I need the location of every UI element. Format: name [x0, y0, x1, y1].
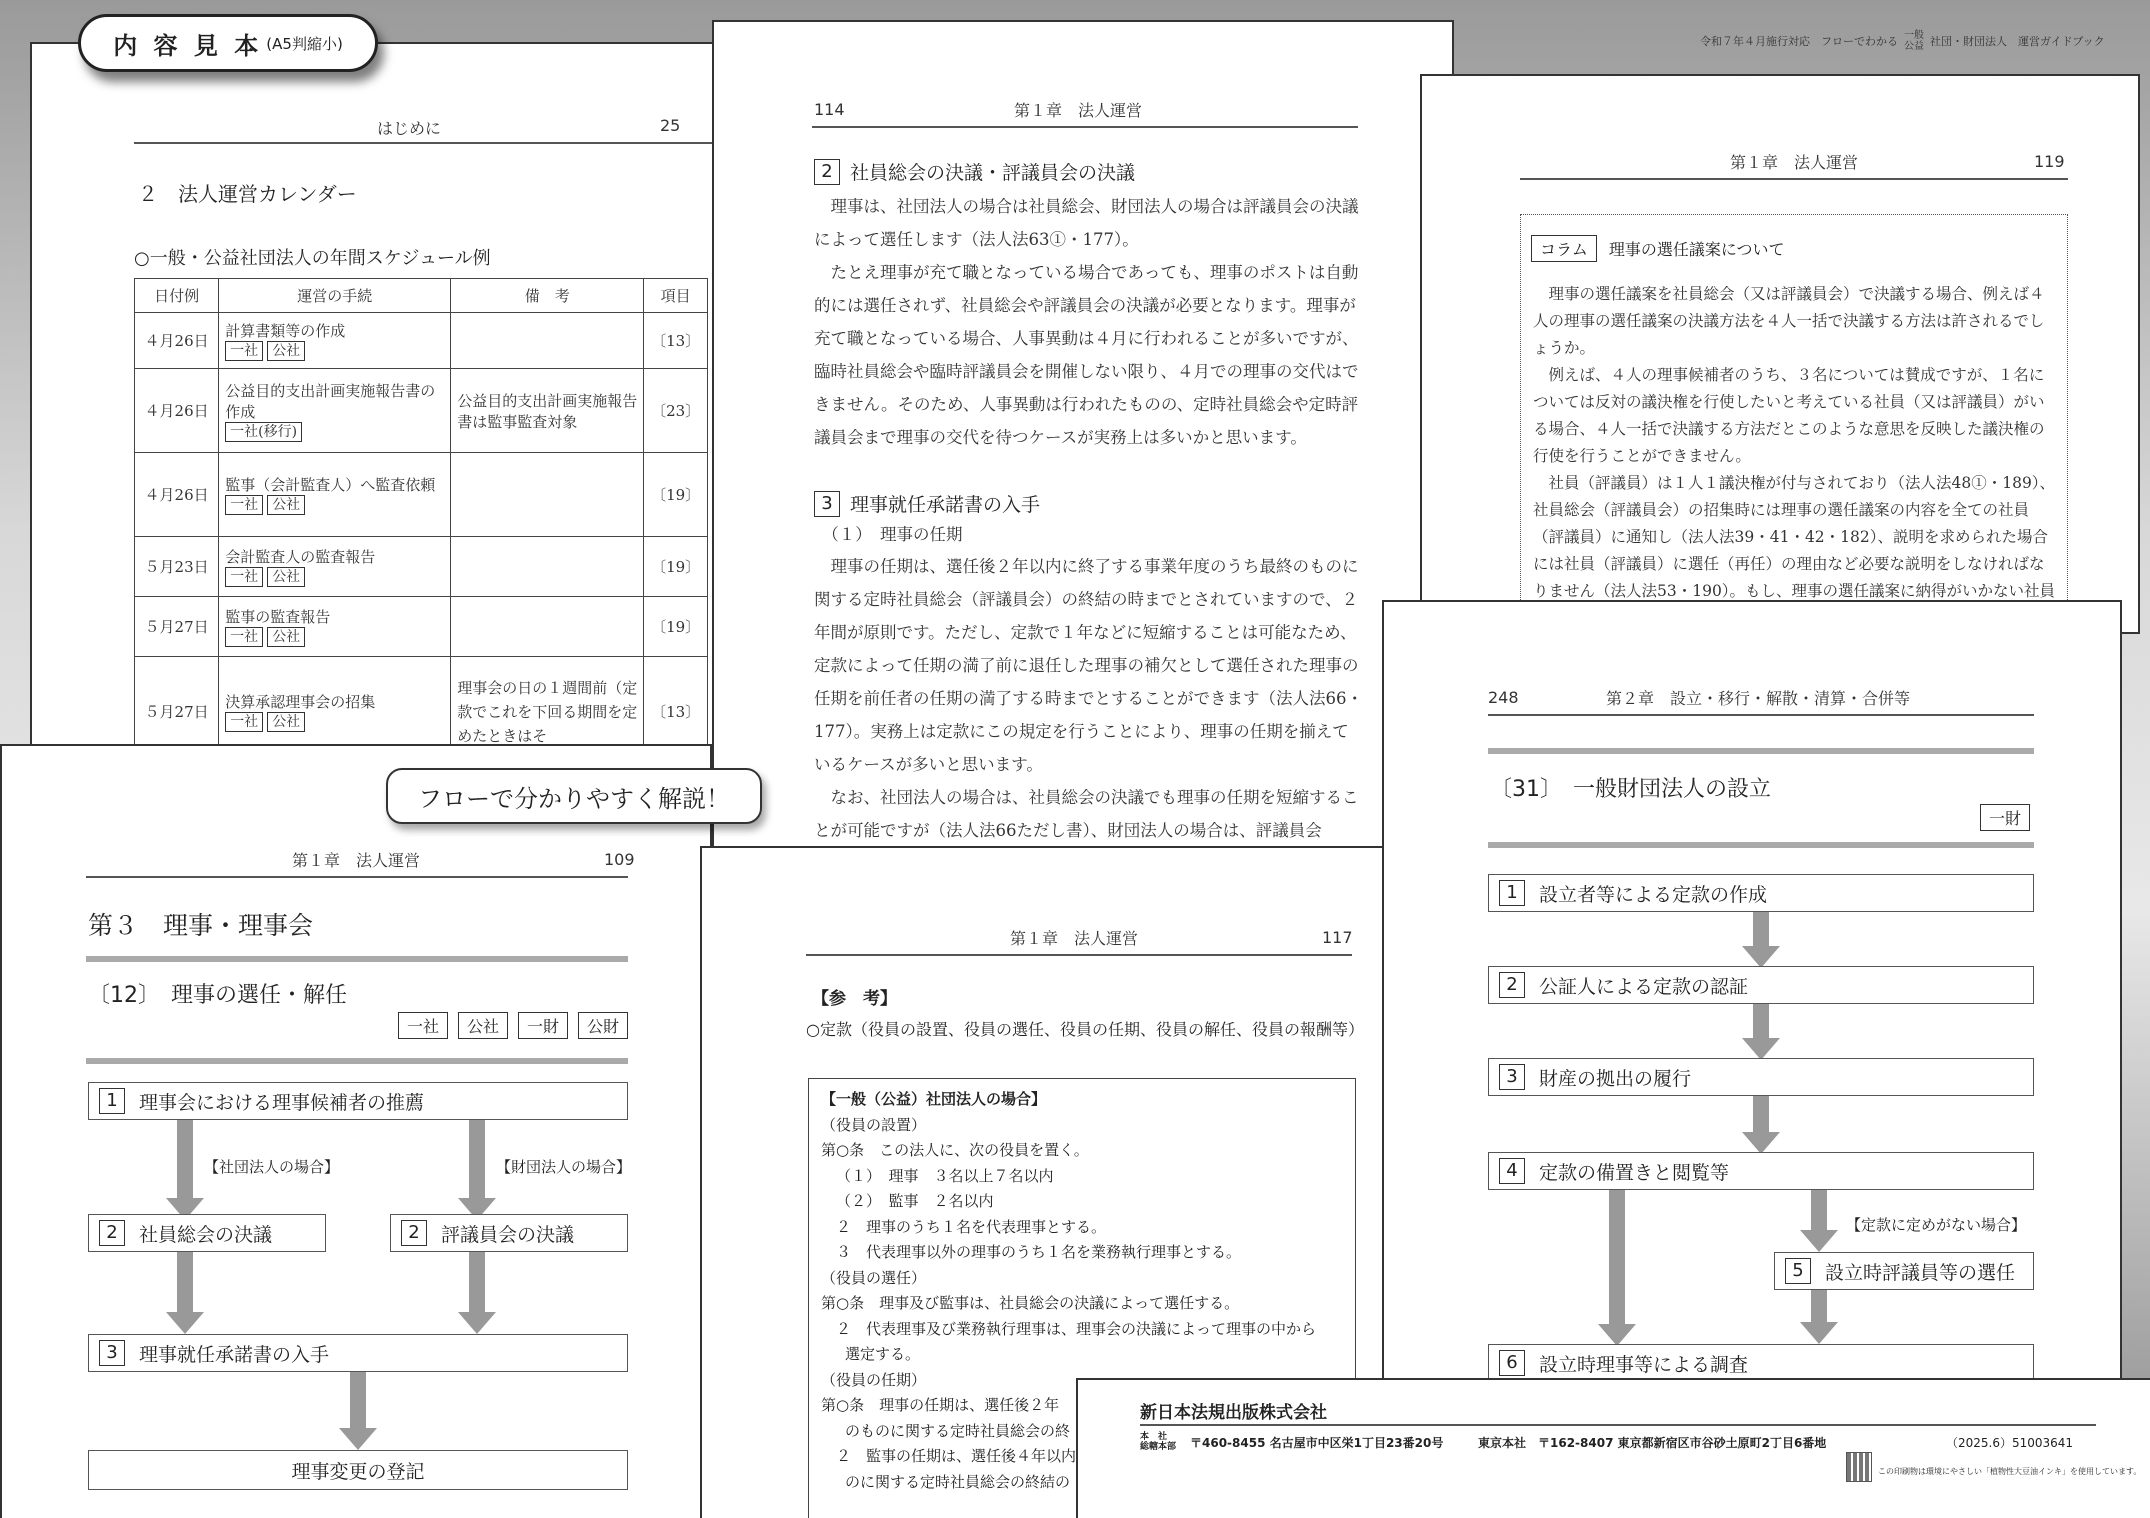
page-114 — [712, 20, 1454, 860]
box-line: 第○条 理事の任期は、選任後２年 — [821, 1396, 1060, 1414]
reference-line: ○定款（役員の設置、役員の選任、役員の任期、役員の解任、役員の報酬等） — [806, 1020, 1364, 1039]
header-rule — [812, 126, 1358, 128]
flow-arrow — [1748, 912, 1774, 968]
row-item: 〔23〕 — [644, 369, 708, 453]
row-note — [451, 597, 644, 657]
section-title: 社員総会の決議・評議員会の決議 — [850, 162, 1136, 184]
flow-arrow — [1604, 1190, 1630, 1348]
page-109 — [0, 744, 712, 1518]
box-line: （２） 監事 ２名以内 — [836, 1192, 994, 1210]
table-row — [135, 369, 708, 453]
step-label: 理事変更の登記 — [291, 1460, 425, 1483]
col-note: 備 考 — [451, 279, 644, 313]
column-box — [1520, 214, 2068, 634]
row-date: ５月23日 — [135, 537, 219, 597]
page-number: 117 — [1322, 928, 1353, 947]
row-date: ４月26日 — [135, 313, 219, 369]
column-label: コラム — [1531, 235, 1597, 262]
flow-step-4 — [88, 1450, 628, 1490]
paragraph: たとえ理事が充て職となっている場合であっても、理事のポストは自動的には選任されず、社員総会や評議員会の決議が必要となります。理事が充て職となっている場合、人事異動は４月に行われることが多いですが、臨時社員総会や臨時評議員会を開催しない限り、４月での理事の交代はできません。そのため、人事異動は行われたものの、定時社員総会や定時評議員会まで理事の交代を待つケースが実務上は多いかと思います。 — [814, 263, 1359, 447]
tag: 公社 — [267, 495, 305, 515]
col-item: 項目 — [644, 279, 708, 313]
section-3-heading — [814, 490, 1040, 517]
box-line: 第○条 この法人に、次の役員を置く。 — [821, 1141, 1089, 1159]
paragraph: 理事の選任議案を社員総会（又は評議員会）で決議する場合、例えば４人の理事の選任議案の決議方法を４人一括で決議する方法は許されるでしょうか。 — [1533, 285, 2045, 357]
header-rule — [1520, 178, 2068, 180]
table-row — [135, 597, 708, 657]
box-line: （役員の選任） — [821, 1268, 927, 1287]
section-rule-top — [1488, 748, 2034, 754]
tag: 公社 — [267, 341, 305, 361]
flow-arrow — [1806, 1290, 1832, 1348]
series-small — [1904, 30, 1924, 52]
series-small-1: 一般 — [1904, 30, 1924, 41]
header-rule — [134, 142, 712, 144]
tag: 公社 — [458, 1012, 508, 1039]
tag: 一社 — [398, 1012, 448, 1039]
paragraph: 理事は、社団法人の場合は社員総会、財団法人の場合は評議員会の決議によって選任します（法人法63①・177）。 — [814, 197, 1359, 249]
step-number: 1 — [99, 1088, 125, 1114]
box-line: 選定する。 — [845, 1345, 921, 1363]
eco-icon — [1846, 1452, 1872, 1482]
row-procedure: 公益目的支出計画実施報告書の作成 — [225, 381, 436, 421]
flow-step-2b — [390, 1214, 628, 1252]
box-line: 第○条 理事及び監事は、社員総会の決議によって選任する。 — [821, 1294, 1240, 1312]
paragraph: なお、社団法人の場合は、社員総会の決議でも理事の任期を短縮することが可能ですが（法人法66ただし書）、財団法人の場合は、評議員会 — [814, 788, 1359, 840]
schedule-subtitle: ○一般・公益社団法人の年間スケジュール例 — [134, 248, 491, 269]
page-248 — [1382, 600, 2122, 1400]
step-label: 設立時理事等による調査 — [1539, 1353, 1749, 1376]
page-number: 248 — [1488, 688, 1519, 707]
step-number: 3 — [1499, 1064, 1525, 1090]
table-row — [135, 313, 708, 369]
chapter-title: 第３ 理事・理事会 — [88, 911, 314, 940]
row-item: 〔19〕 — [644, 453, 708, 537]
header-rule — [806, 954, 1352, 956]
step-number: 2 — [99, 1220, 125, 1246]
row-procedure: 監事（会計監査人）へ監査依頼 — [225, 476, 436, 494]
publisher-name: 新日本法規出版株式会社 — [1140, 1403, 1327, 1423]
hq-label-1: 本 社 — [1140, 1432, 1168, 1442]
running-title: 第１章 法人運営 — [292, 851, 421, 870]
row-date: ４月26日 — [135, 369, 219, 453]
row-item: 〔13〕 — [644, 313, 708, 369]
table-header-row — [135, 279, 708, 313]
tag: 一社 — [225, 341, 263, 361]
row-note — [451, 313, 644, 369]
flow-step-3 — [88, 1334, 628, 1372]
branch-label-left: 【社団法人の場合】 — [204, 1158, 340, 1176]
step-number: 4 — [1499, 1158, 1525, 1184]
series-prefix: 令和７年４月施行対応 フローでわかる — [1700, 35, 1898, 48]
hq-labels — [1140, 1432, 1176, 1452]
subsection-title: （１） 理事の任期 — [822, 525, 963, 544]
running-title: 第１章 法人運営 — [1014, 101, 1143, 120]
callout-text: フローで分かりやすく解説！ — [418, 784, 730, 813]
step-label: 公証人による定款の認証 — [1539, 975, 1749, 998]
section-rule — [86, 1058, 628, 1064]
sample-badge-sub: (A5判縮小) — [266, 34, 343, 53]
paragraph: 社員（評議員）は１人１議決権が付与されており（法人法48①・189）、社員総会（評議員会）の招集時には理事の選任議案の内容を全ての社員（評議員）に通知し（法人法39・41・42・182）、説明を求められた場合には社員（評議員）に選任（再任）の理由など必要な説明をしなければなりません（法人法53・190）。もし、理事の選任議案に納得がいかない社員 — [1533, 474, 2056, 600]
box-line: ２ 理事のうち１名を代表理事とする。 — [836, 1217, 1107, 1236]
column-title: 理事の選任議案について — [1608, 240, 1785, 259]
page-number: 119 — [2034, 152, 2065, 171]
box-line: ３ 代表理事以外の理事のうち１名を業務執行理事とする。 — [836, 1243, 1242, 1261]
flow-step-1 — [88, 1082, 628, 1120]
tokyo-address: 〒162-8407 東京都新宿区市谷砂土原町2丁目6番地 — [1538, 1436, 1827, 1450]
table-row — [135, 537, 708, 597]
flow-step-4 — [1488, 1152, 2034, 1190]
header-rule — [86, 876, 628, 878]
row-procedure: 会計監査人の監査報告 — [225, 548, 376, 566]
tag: 一財 — [518, 1012, 568, 1039]
box-line: ２ 監事の任期は、選任後４年以内 — [836, 1447, 1077, 1465]
section-2-heading — [814, 158, 1135, 185]
tag: 一社 — [225, 627, 263, 647]
flow-step-2 — [1488, 966, 2034, 1004]
step-number: 3 — [99, 1340, 125, 1366]
callout-bubble — [386, 768, 762, 824]
step-number: 2 — [1499, 972, 1525, 998]
tag: 公財 — [578, 1012, 628, 1039]
flow-step-6 — [1488, 1344, 2034, 1382]
section-title: 〔12〕 理事の選任・解任 — [88, 983, 347, 1008]
paragraph: 例えば、４人の理事候補者のうち、３名については賛成ですが、１名については反対の議決権を行使したいと考えている社員（又は評議員）がいる場合、４人一括で決議する方法だとこのような意思を反映した議決権の行使を行うことができません。 — [1533, 366, 2045, 465]
flow-arrow — [464, 1120, 490, 1220]
step-label: 設立者等による定款の作成 — [1539, 883, 1768, 906]
row-date: ５月27日 — [135, 597, 219, 657]
paragraph: 理事の任期は、選任後２年以内に終了する事業年度のうち最終のものに関する定時社員総会（評議員会）の終結の時までとされていますので、２年間が原則です。ただし、定款で１年などに短縮することは可能なため、定款によって任期の満了前に退任した理事の補欠として選任された理事の任期を前任者の任期の満了する時までとすることができます（法人法66・177）。実務上は定款にこの規定を行うことにより、理事の任期を揃えているケースが多いと思います。 — [814, 557, 1363, 774]
reference-title: 【参 考】 — [812, 989, 897, 1009]
row-note — [451, 453, 644, 537]
section-3-body — [814, 520, 1364, 847]
running-title: 第２章 設立・移行・解散・清算・合併等 — [1606, 689, 1911, 708]
flow-step-5 — [1774, 1252, 2034, 1290]
tag: 公社 — [267, 627, 305, 647]
box-line: ２ 代表理事及び業務執行理事は、理事会の決議によって理事の中から — [836, 1319, 1317, 1338]
tag: 公社 — [267, 712, 305, 732]
section-title: 理事就任承諾書の入手 — [850, 494, 1041, 516]
running-title: 第１章 法人運営 — [1010, 929, 1139, 948]
step-label: 理事就任承諾書の入手 — [139, 1343, 330, 1366]
flow-step-2a — [88, 1214, 326, 1252]
step-label: 評議員会の決議 — [441, 1223, 575, 1246]
step-number: 2 — [401, 1220, 427, 1246]
row-procedure: 監事の監査報告 — [225, 608, 331, 626]
tag: 一社 — [225, 567, 263, 587]
running-title: 第１章 法人運営 — [1730, 153, 1859, 172]
hq-label-2: 総轄本部 — [1140, 1442, 1177, 1452]
hq-address: 〒460-8455 名古屋市中区栄1丁目23番20号 — [1190, 1436, 1444, 1450]
branch-label-right: 【財団法人の場合】 — [496, 1158, 632, 1176]
row-procedure: 決算承認理事会の招集 — [225, 693, 376, 711]
page-number: 25 — [660, 116, 681, 135]
running-title: はじめに — [377, 119, 442, 138]
box-line: （役員の設置） — [821, 1115, 927, 1134]
col-procedure: 運営の手続 — [219, 279, 451, 313]
row-note: 公益目的支出計画実施報告書は監事監査対象 — [451, 369, 644, 453]
tag: 一社(移行) — [225, 422, 302, 442]
flow-step-3 — [1488, 1058, 2034, 1096]
box-line: のに関する定時社員総会の終結の — [845, 1472, 1071, 1491]
row-procedure: 計算書類等の作成 — [225, 322, 346, 340]
page-number: 114 — [814, 100, 845, 119]
branch-note: 【定款に定めがない場合】 — [1846, 1216, 2027, 1234]
section-title: 〔31〕 一般財団法人の設立 — [1490, 777, 1771, 802]
step-label: 設立時評議員等の選任 — [1825, 1261, 2016, 1284]
section-number: 2 — [814, 159, 840, 185]
series-suffix: 社団・財団法人 運営ガイドブック — [1930, 35, 2105, 48]
box-line: （役員の任期） — [821, 1370, 927, 1389]
page-25 — [30, 42, 730, 762]
tag-row — [398, 1012, 628, 1039]
flow-arrow — [1806, 1190, 1832, 1252]
row-item: 〔19〕 — [644, 597, 708, 657]
flow-arrow — [1748, 1096, 1774, 1154]
tag: 一社 — [225, 712, 263, 732]
eco-note: この印刷物は環境にやさしい「植物性大豆油インキ」を使用しています。 — [1878, 1467, 2142, 1476]
series-header — [1700, 30, 2105, 52]
tag: 公社 — [267, 567, 305, 587]
row-note: 理事会の日の１週間前（定款でこれを下回る期間を定めたときはそ — [451, 657, 644, 763]
sample-badge-main: 内 容 見 本 — [113, 31, 263, 60]
column-heading — [1531, 235, 1785, 262]
row-date: ５月27日 — [135, 657, 219, 763]
series-small-2: 公益 — [1904, 41, 1924, 52]
tag: 一財 — [1980, 804, 2030, 831]
step-label: 理事会における理事候補者の推薦 — [139, 1091, 425, 1114]
flow-arrow — [464, 1252, 490, 1336]
flow-arrow — [172, 1120, 198, 1220]
chapter-rule — [86, 956, 628, 962]
page-number: 109 — [604, 850, 635, 869]
row-item: 〔13〕 — [644, 657, 708, 763]
schedule-table — [134, 278, 708, 762]
section-2-body — [814, 190, 1364, 454]
section-rule-bottom — [1488, 842, 2034, 848]
step-label: 社員総会の決議 — [139, 1223, 273, 1246]
step-number: 1 — [1499, 880, 1525, 906]
section-number: 3 — [814, 491, 840, 517]
flow-arrow — [345, 1372, 371, 1456]
page-119 — [1420, 74, 2140, 634]
publisher-footer — [1076, 1378, 2150, 1518]
box-line: 【一般（公益）社団法人の場合】 — [821, 1090, 1047, 1108]
publication-code: （2025.6）51003641 — [1946, 1436, 2074, 1450]
step-label: 定款の備置きと閲覧等 — [1539, 1161, 1730, 1184]
flow-step-1 — [1488, 874, 2034, 912]
step-number: 6 — [1499, 1350, 1525, 1376]
row-note — [451, 537, 644, 597]
flow-arrow — [1748, 1004, 1774, 1060]
tag: 一社 — [225, 495, 263, 515]
box-line: のものに関する定時社員総会の終 — [845, 1421, 1071, 1440]
table-row — [135, 453, 708, 537]
step-number: 5 — [1785, 1258, 1811, 1284]
row-item: 〔19〕 — [644, 537, 708, 597]
box-line: （１） 理事 ３名以上７名以内 — [836, 1166, 1054, 1185]
column-body — [1533, 281, 2059, 605]
sample-badge — [78, 14, 378, 72]
col-date: 日付例 — [135, 279, 219, 313]
publisher-rule — [1140, 1424, 2096, 1426]
section-title: ２ 法人運営カレンダー — [138, 182, 357, 206]
header-rule — [1488, 714, 2034, 716]
tokyo-label: 東京本社 — [1478, 1436, 1527, 1450]
step-label: 財産の拠出の履行 — [1539, 1067, 1692, 1090]
flow-arrow — [172, 1252, 198, 1336]
row-date: ４月26日 — [135, 453, 219, 537]
